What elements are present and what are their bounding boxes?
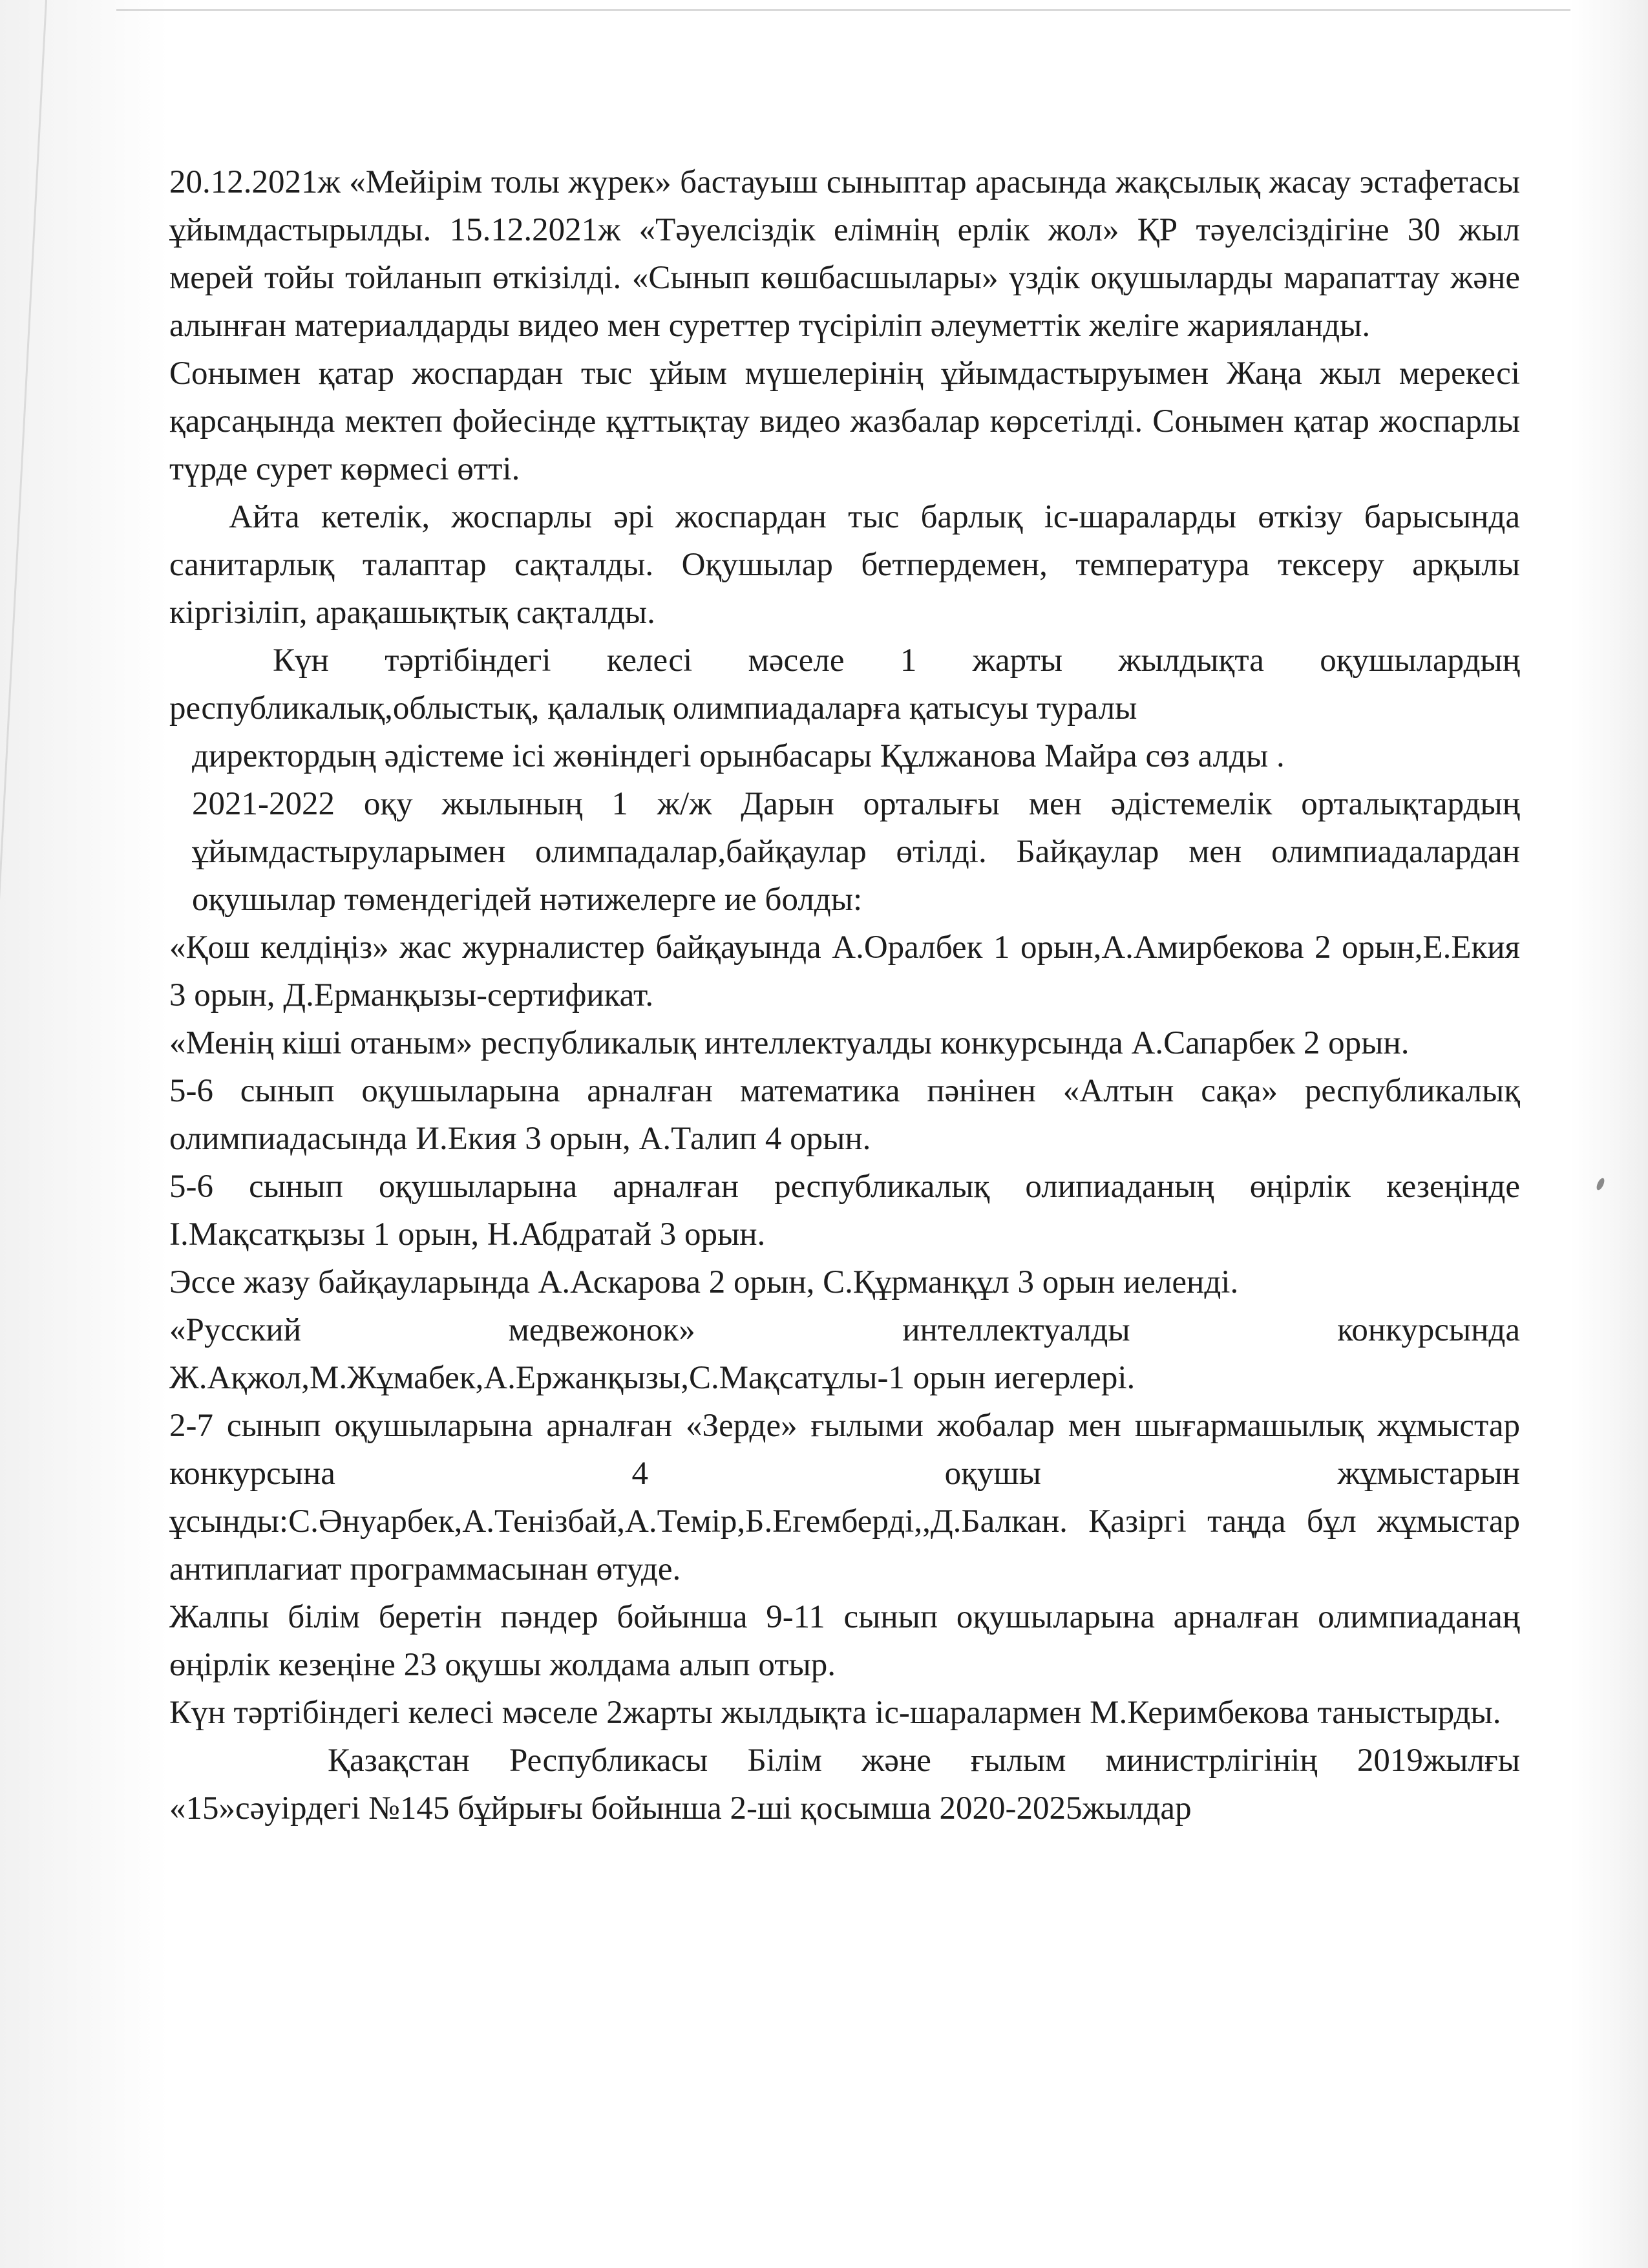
paragraph-agenda-events: Күн тәртібіндегі келесі мәселе 2жарты жылдықта іс-шаралармен М.Керимбекова таныстырды. (169, 1695, 1501, 1731)
paragraph-events: 20.12.2021ж «Мейірім толы жүрек» бастауыш сыныптар арасында жақсылық жасау эстафетасы ұйымдастырылды. 15.12.2021ж «Тәуелсіздік елімнің ерлік жол» ҚР тәуелсіздігіне 30 жыл мерей тойы тойланып өткізілді. «Сынып көшбасшылары» үздік оқушыларды марапаттау және алынған материалдарды видео мен суреттер түсіріліп әлеуметтік желіге жарияланды. (169, 164, 1520, 344)
paragraph-ministry-order: Қазақстан Республикасы Білім және ғылым министрлігінің 2019жылғы «15»сәуірдегі №145 бұйрығы бойынша 2-ші қосымша 2020-2025жылдар (169, 1743, 1520, 1827)
paragraph-sanitary: Айта кетелік, жоспарлы әрі жоспардан тыс барлық іс-шараларды өткізу барысында санитарлық талаптар сақталды. Оқушылар бетпердемен, температура тексеру арқылы кіргізіліп, арақашықтық сақталды. (169, 499, 1520, 631)
result-small-homeland: «Менің кіші отаным» республикалық интеллектуалды конкурсында А.Сапарбек 2 орын. (169, 1025, 1410, 1061)
document-body (169, 158, 1520, 1832)
result-regional-stage: 5-6 сынып оқушыларына арналған республикалық олипиаданың өңірлік кезеңінде І.Мақсатқызы 1 орын, Н.Абдратай 3 орын. (169, 1169, 1520, 1253)
paragraph-olympiads-intro: 2021-2022 оқу жылының 1 ж/ж Дарын орталығы мен әдістемелік орталықтардың ұйымдастыруларымен олимпадалар,байқаулар өтілді. Байқаулар мен олимпиадалардан оқушылар төмендегідей нәтижелерге ие болды: (192, 786, 1520, 918)
result-altyn-saka: 5-6 сынып оқушыларына арналған математика пәнінен «Алтын сақа» республикалық олимпиадасында И.Екия 3 орын, А.Талип 4 орын. (169, 1073, 1520, 1157)
page-edge-top (116, 9, 1622, 19)
paragraph-agenda-olympiads: Күн тәртібіндегі келесі мәселе 1 жарты жылдықта оқушылардың республикалық,облыстық, қалалық олимпиадаларға қатысуы туралы (169, 642, 1520, 726)
paragraph-deputy-director: директордың әдістеме ісі жөніндегі орынбасары Құлжанова Майра сөз алды . (192, 738, 1285, 774)
page-edge-right (1570, 0, 1648, 2268)
result-journalists: «Қош келдіңіз» жас журналистер байқауында А.Оралбек 1 орын,А.Амирбекова 2 орын,Е.Екия 3 орын, Д.Ерманқызы-сертификат. (169, 929, 1520, 1013)
result-general-subjects: Жалпы білім беретін пәндер бойынша 9-11 сынып оқушыларына арналған олимпиаданаң өңірлік кезеңіне 23 оқушы жолдама алып отыр. (169, 1599, 1520, 1683)
paragraph-new-year: Сонымен қатар жоспардан тыс ұйым мүшелерінің ұйымдастыруымен Жаңа жыл мерекесі қарсаңында мектеп фойесінде құттықтау видео жазбалар көрсетілді. Сонымен қатар жоспарлы түрде сурет көрмесі өтті. (169, 355, 1520, 487)
result-zerde: 2-7 сынып оқушыларына арналған «Зерде» ғылыми жобалар мен шығармашылық жұмыстар конкурсына 4 оқушы жұмыстарын ұсынды:С.Әнуарбек,А.Тенізбай,А.Темір,Б.Егемберді,,Д.Балкан. Қазіргі таңда бұл жұмыстар антиплагиат программасынан өтуде. (169, 1408, 1520, 1587)
result-russian-bear: «Русский медвежонок» интеллектуалды конкурсында Ж.Ақжол,М.Жұмабек,А.Ержанқызы,С.Мақсатұлы-1 орын иегерлері. (169, 1312, 1520, 1396)
result-essay: Эссе жазу байқауларында А.Аскарова 2 орын, С.Құрманқұл 3 орын иеленді. (169, 1264, 1239, 1300)
